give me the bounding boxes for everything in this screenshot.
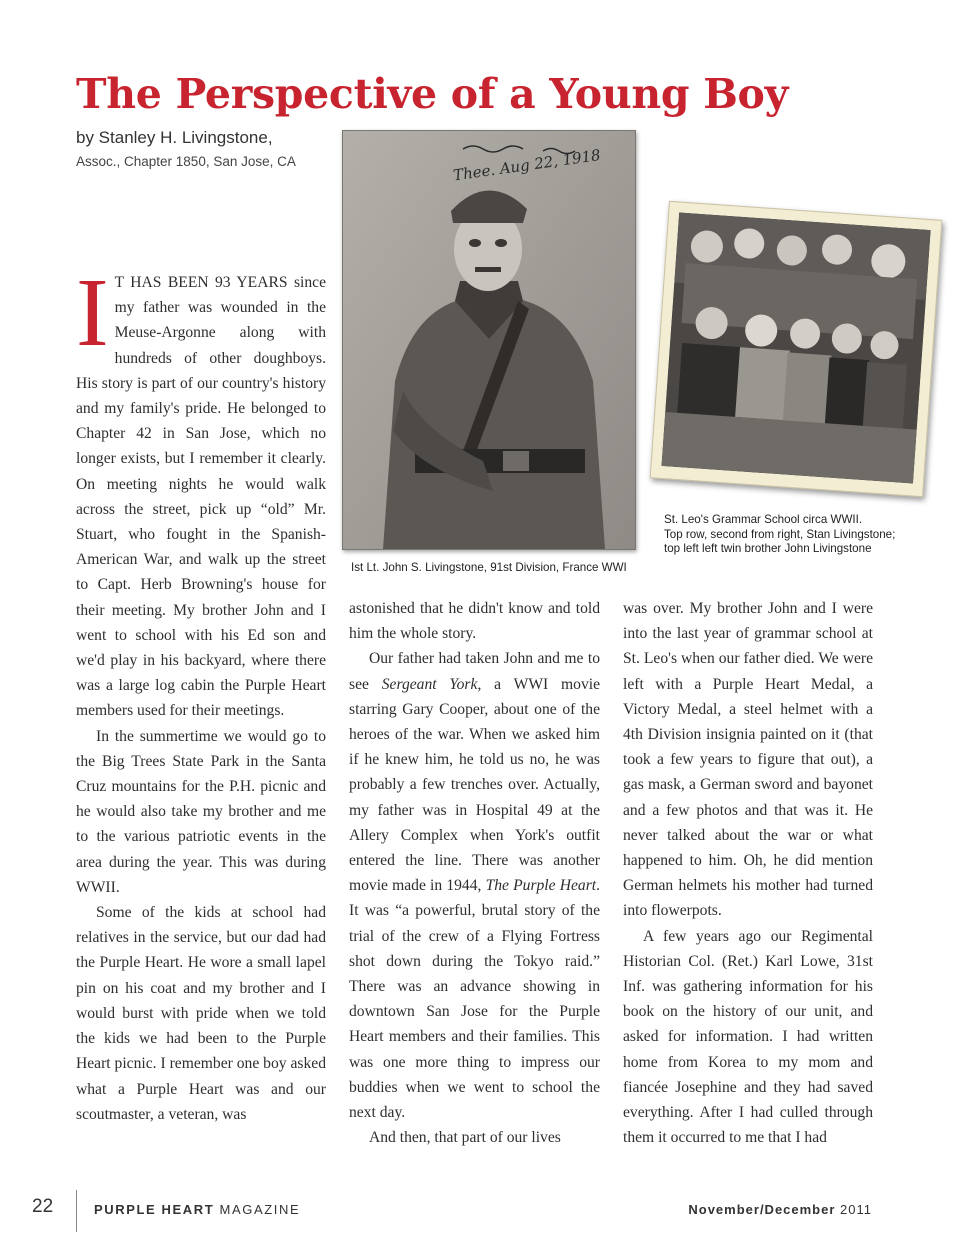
paragraph xyxy=(349,646,600,1125)
magazine-name-bold: PURPLE HEART xyxy=(94,1202,215,1217)
issue-date xyxy=(688,1202,872,1217)
article-title: The Perspective of a Young Boy xyxy=(76,70,789,118)
school-photo-frame xyxy=(650,201,943,497)
paragraph-text: , a WWI movie starring Gary Cooper, about one of the heroes of the war. When we asked him if he knew him, he told us no, he was probably a few trenches over. Actually, my father was in Hospital 49 at the Allery Complex when York's outfit entered the line. There was another movie made in 1944, xyxy=(349,675,601,895)
movie-title: The Purple Heart xyxy=(485,877,597,895)
soldier-photo xyxy=(342,130,636,550)
paragraph: A few years ago our Regimental Historian Col. (Ret.) Karl Lowe, 31st Inf. was gathering information for his book on the history of our unit, and asked for information. I had written home from Korea to my mom and fiancée Josephine and they had saved everything. After I had culled through them it occurred to me that I had xyxy=(623,927,873,1147)
movie-title: Sergeant York xyxy=(381,675,478,693)
issue-year: 2011 xyxy=(835,1202,872,1217)
paragraph: Some of the kids at school had relatives in the service, but our dad had the Purple Heart. He wore a small lapel pin on his coat and my brother and I would burst with pride when we told the kids we had been to the Purple Heart picnic. I remember one boy asked what a Purple Heart was and our scoutmaster, a veteran, was xyxy=(76,904,326,1123)
paragraph: And then, that part of our lives xyxy=(369,1129,561,1147)
magazine-name xyxy=(94,1202,300,1217)
school-group-photo xyxy=(662,213,931,484)
caption-line: Top row, second from right, Stan Livingstone; xyxy=(664,527,896,541)
paragraph-text: . It was “a powerful, brutal story of the trial of the crew of a Flying Fortress shot down during the Tokyo raid.” There was an advance showing in downtown San Jose for the Purple Heart members and their families. This was one more thing to impress our buddies when we went to school the next day. xyxy=(349,877,600,1122)
article-column-2 xyxy=(349,596,600,1150)
paragraph-text: Our father had taken John and me to see xyxy=(349,650,600,693)
soldier-photo-caption: Ist Lt. John S. Livingstone, 91st Division, France WWI xyxy=(351,561,627,574)
photo-inscription: Thee. Aug 22, 1918 xyxy=(451,145,602,185)
magazine-name-rest: MAGAZINE xyxy=(214,1202,301,1217)
footer-divider xyxy=(76,1190,77,1232)
author-byline: by Stanley H. Livingstone, xyxy=(76,128,273,147)
author-affiliation: Assoc., Chapter 1850, San Jose, CA xyxy=(76,154,296,169)
paragraph xyxy=(76,259,326,724)
article-column-1 xyxy=(76,259,326,1127)
caption-line: St. Leo's Grammar School circa WWII. xyxy=(664,513,863,526)
paragraph: astonished that he didn't know and told him the whole story. xyxy=(349,600,600,643)
school-photo-caption xyxy=(664,513,895,557)
issue-months: November/December xyxy=(688,1202,836,1217)
caption-line: top left left twin brother John Livingstone xyxy=(664,542,872,555)
school-group-image xyxy=(662,213,931,484)
paragraph-text: T HAS BEEN 93 YEARS since my father was wounded in the Meuse-Argonne along with hundreds of other doughboys. His story is part of our country's history and my family's pride. He belonged to Chapter 42 in San Jose, which no longer exists, but I remember it clearly. On meeting nights he would walk across the street, pick up “old” Mr. Stuart, who fought in the Spanish-American War, and walk up the street to Capt. Herb Browning's house for their meeting. My brother John and I went to school with his Ed son and we'd play in his backyard, where there was a large log cabin the Purple Heart members used for their meetings. xyxy=(76,274,326,720)
paragraph: was over. My brother John and I were into the last year of grammar school at St. Leo's when our father died. We were left with a Purple Heart Medal, a Victory Medal, a steel helmet with a 4th Division insignia painted on it (that took a few years to figure that out), a gas mask, a German sword and bayonet and a few photos and that was it. He never talked about the war or what happened to him. Oh, he did mention German helmets his mother had turned into flowerpots. xyxy=(623,600,873,920)
page-number: 22 xyxy=(32,1196,54,1217)
drop-cap: I xyxy=(76,259,109,367)
soldier-photo-image xyxy=(343,131,635,549)
article-column-3 xyxy=(623,596,873,1150)
paragraph: In the summertime we would go to the Big Trees State Park in the Santa Cruz mountains for the P.H. picnic and he would also take my brother and me to the various patriotic events in the area during the year. This was during WWII. xyxy=(76,727,326,896)
